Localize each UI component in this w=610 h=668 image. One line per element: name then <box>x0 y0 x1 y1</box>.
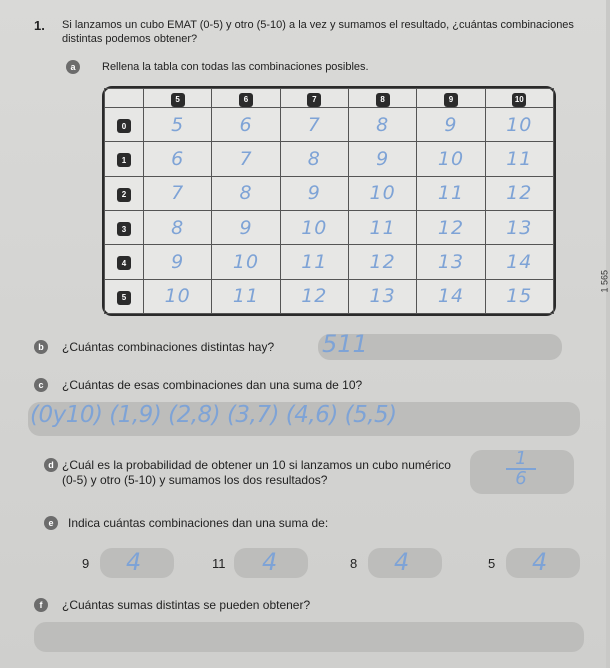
row-header-badge: 4 <box>117 256 131 270</box>
row-header-badge: 3 <box>117 222 131 236</box>
sum-8-answer: 4 <box>394 548 410 576</box>
sum-9-answer: 4 <box>126 548 142 576</box>
table-row <box>105 142 554 176</box>
table-cell[interactable]: 11 <box>485 142 553 176</box>
table-cell[interactable]: 9 <box>348 142 416 176</box>
question-number: 1. <box>34 18 45 33</box>
col-header-badge: 6 <box>239 93 253 107</box>
item-f-answer-field[interactable] <box>34 622 584 652</box>
table-cell[interactable]: 8 <box>280 142 348 176</box>
table-cell[interactable]: 13 <box>348 279 416 313</box>
col-header <box>144 89 212 108</box>
table-cell[interactable]: 12 <box>280 279 348 313</box>
table-cell[interactable]: 10 <box>348 176 416 210</box>
row-header-badge: 0 <box>117 119 131 133</box>
item-e-badge: e <box>44 516 58 530</box>
table-row <box>105 245 554 279</box>
row-header-badge: 2 <box>117 188 131 202</box>
item-d-badge: d <box>44 458 58 472</box>
table-cell[interactable]: 15 <box>485 279 553 313</box>
table-cell[interactable]: 10 <box>212 245 280 279</box>
table-cell[interactable]: 8 <box>212 176 280 210</box>
table-cell[interactable]: 14 <box>417 279 485 313</box>
table-cell[interactable]: 10 <box>417 142 485 176</box>
table-cell[interactable]: 5 <box>144 108 212 142</box>
table-cell[interactable]: 11 <box>212 279 280 313</box>
col-header-badge: 9 <box>444 93 458 107</box>
table-cell[interactable]: 8 <box>144 210 212 244</box>
item-c-answer: (0y10) (1,9) (2,8) (3,7) (4,6) (5,5) <box>30 402 397 428</box>
sum-label-5: 5 <box>488 556 496 571</box>
item-f-text: ¿Cuántas sumas distintas se pueden obtener? <box>62 598 311 612</box>
item-d-text: ¿Cuál es la probabilidad de obtener un 10 si lanzamos un cubo numérico (0-5) y otro (5-10) y sumamos los dos resultados? <box>62 458 451 487</box>
combinations-table <box>102 86 556 316</box>
col-header-badge: 8 <box>376 93 390 107</box>
table-cell[interactable]: 9 <box>144 245 212 279</box>
sum-label-11: 11 <box>212 556 226 571</box>
sum-label-8: 8 <box>350 556 358 571</box>
table-cell[interactable]: 8 <box>348 108 416 142</box>
table-cell[interactable]: 11 <box>280 245 348 279</box>
table-cell[interactable]: 7 <box>212 142 280 176</box>
row-header <box>105 279 144 313</box>
sum-5-answer: 4 <box>532 548 548 576</box>
table-row <box>105 176 554 210</box>
sum-11-answer: 4 <box>262 548 278 576</box>
answer-numerator: 1 <box>515 448 527 469</box>
item-c-text: ¿Cuántas de esas combinaciones dan una suma de 10? <box>62 378 363 392</box>
table-cell[interactable]: 11 <box>417 176 485 210</box>
table-cell[interactable]: 10 <box>280 210 348 244</box>
table-row <box>105 108 554 142</box>
table-cell[interactable]: 12 <box>485 176 553 210</box>
table-cell[interactable]: 13 <box>485 210 553 244</box>
table-cell[interactable]: 12 <box>417 210 485 244</box>
row-header-badge: 5 <box>117 291 131 305</box>
row-header <box>105 108 144 142</box>
item-f-badge: f <box>34 598 48 612</box>
col-header <box>348 89 416 108</box>
item-a-text: Rellena la tabla con todas las combinaciones posibles. <box>102 61 369 73</box>
table-cell[interactable]: 10 <box>485 108 553 142</box>
item-e-text: Indica cuántas combinaciones dan una suma de: <box>68 516 329 530</box>
table-corner <box>105 89 144 108</box>
table-cell[interactable]: 11 <box>348 210 416 244</box>
table-cell[interactable]: 14 <box>485 245 553 279</box>
col-header-badge: 10 <box>512 93 526 107</box>
col-header <box>280 89 348 108</box>
row-header <box>105 210 144 244</box>
table-cell[interactable]: 9 <box>280 176 348 210</box>
col-header <box>212 89 280 108</box>
table-cell[interactable]: 10 <box>144 279 212 313</box>
col-header-badge: 7 <box>307 93 321 107</box>
table-cell[interactable]: 7 <box>280 108 348 142</box>
item-b-answer: 511 <box>322 330 368 358</box>
item-a-badge: a <box>66 60 80 74</box>
answer-denominator: 6 <box>506 468 536 488</box>
table-cell[interactable]: 9 <box>417 108 485 142</box>
item-d-answer <box>506 450 536 488</box>
col-header-badge: 5 <box>171 93 185 107</box>
item-c-badge: c <box>34 378 48 392</box>
table-row <box>105 279 554 313</box>
table-cell[interactable]: 6 <box>144 142 212 176</box>
item-b-text: ¿Cuántas combinaciones distintas hay? <box>62 340 275 354</box>
margin-text: 1 565 <box>600 270 610 293</box>
table-cell[interactable]: 13 <box>417 245 485 279</box>
item-b-badge: b <box>34 340 48 354</box>
row-header <box>105 245 144 279</box>
table-cell[interactable]: 6 <box>212 108 280 142</box>
sum-label-9: 9 <box>82 556 90 571</box>
row-header-badge: 1 <box>117 153 131 167</box>
row-header <box>105 176 144 210</box>
table-row <box>105 210 554 244</box>
table-cell[interactable]: 9 <box>212 210 280 244</box>
table-cell[interactable]: 7 <box>144 176 212 210</box>
col-header <box>417 89 485 108</box>
col-header <box>485 89 553 108</box>
table-cell[interactable]: 12 <box>348 245 416 279</box>
question-text: Si lanzamos un cubo EMAT (0-5) y otro (5-10) a la vez y sumamos el resultado, ¿cuántas combinaciones distintas podemos obtener? <box>62 19 574 45</box>
row-header <box>105 142 144 176</box>
